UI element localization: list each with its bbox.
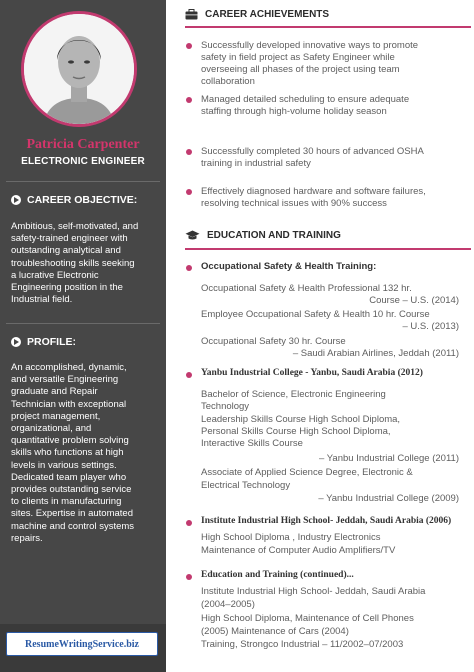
education-line: – U.S. (2013) — [402, 321, 459, 332]
achievement-item — [201, 146, 471, 170]
text-line: Technician with exceptional — [11, 398, 127, 410]
education-title: Yanbu Industrial College - Yanbu, Saudi Arabia (2012) — [201, 368, 423, 378]
education-title: Institute Industrial High School- Jeddah, Saudi Arabia (2006) — [201, 516, 452, 526]
service-logo-text: ResumeWritingService.biz — [25, 638, 139, 650]
education-line: (2005) Maintenance of Cars (2004) — [201, 626, 349, 637]
education-line: Technology — [201, 401, 250, 412]
text-line: skills who functions at high — [11, 447, 124, 459]
text-line: safety-trained engineer with — [11, 233, 128, 245]
bullet-dot-icon — [186, 574, 192, 580]
bullet-dot-icon — [186, 149, 192, 155]
education-line: Leadership Skills Course High School Diploma, — [201, 414, 401, 425]
text-line: repairs. — [11, 532, 43, 544]
bullet-dot-icon — [186, 265, 192, 271]
text-line: troubleshooting skills seeking — [11, 257, 135, 269]
section-rule — [185, 248, 471, 250]
service-logo — [6, 632, 158, 656]
education-line: High School Diploma, Maintenance of Cell Phones — [201, 613, 414, 624]
achievement-line: Effectively diagnosed hardware and software failures, — [201, 186, 426, 197]
main-column — [166, 0, 474, 672]
bullet-dot-icon — [186, 189, 192, 195]
achievements-heading — [185, 9, 329, 20]
arrow-circle-icon — [11, 195, 21, 205]
avatar — [24, 14, 134, 124]
text-line: to clients in manufacturing — [11, 496, 122, 508]
text-line: levels in various settings. — [11, 459, 117, 471]
text-line: Industrial field. — [11, 294, 73, 306]
education-line: Institute Industrial High School- Jeddah, Saudi Arabia — [201, 586, 426, 597]
bullet-dot-icon — [186, 520, 192, 526]
sidebar-divider — [6, 181, 160, 182]
education-line: – Yanbu Industrial College (2009) — [318, 493, 459, 504]
candidate-name: Patricia Carpenter — [26, 137, 140, 152]
education-line: – Yanbu Industrial College (2011) — [319, 453, 459, 464]
text-line: provides outstanding service — [11, 484, 132, 496]
education-line: Associate of Applied Science Degree, Electronic & — [201, 467, 413, 478]
text-line: sites. Expertise in automated — [11, 508, 133, 520]
achievement-line: training in industrial safety — [201, 158, 311, 169]
objective-heading — [11, 194, 137, 206]
education-line: Electrical Technology — [201, 480, 291, 491]
text-line: a lucrative Electronic — [11, 269, 99, 281]
sidebar — [0, 0, 166, 672]
achievement-line: Managed detailed scheduling to ensure adequate — [201, 94, 410, 105]
profile-heading-text: PROFILE: — [27, 336, 76, 348]
education-title: Education and Training (continued)... — [201, 570, 354, 580]
achievement-line: overseeing all phases of the project using team — [201, 64, 400, 75]
education-line: Bachelor of Science, Electronic Engineering — [201, 389, 386, 400]
text-line: project management, — [11, 410, 101, 422]
briefcase-icon — [185, 9, 198, 20]
education-line: Occupational Safety & Health Professional 132 hr. — [201, 283, 412, 294]
achievement-line: staffing through high-volume holiday season — [201, 106, 387, 117]
achievement-line: safety in field project as Safety Engineer while — [201, 52, 395, 63]
education-line: Course – U.S. (2014) — [369, 295, 459, 306]
graduation-cap-icon — [185, 230, 200, 241]
bullet-dot-icon — [186, 97, 192, 103]
text-line: quantitative problem solving — [11, 435, 129, 447]
education-line: Interactive Skills Course — [201, 438, 303, 449]
education-heading-text: EDUCATION AND TRAINING — [207, 230, 341, 241]
achievement-item — [201, 186, 471, 210]
text-line: graduate and Repair — [11, 386, 98, 398]
profile-text — [11, 362, 161, 545]
achievements-heading-text: CAREER ACHIEVEMENTS — [205, 9, 330, 20]
education-line: (2004–2005) — [201, 599, 255, 610]
achievement-item — [201, 94, 471, 118]
text-line: organizational, and — [11, 423, 92, 435]
text-line: outstanding analytical and — [11, 245, 121, 257]
achievement-line: collaboration — [201, 76, 255, 87]
education-line: – Saudi Arabian Airlines, Jeddah (2011) — [292, 348, 459, 359]
achievement-line: Successfully developed innovative ways to promote — [201, 40, 419, 51]
text-line: and versatile Engineering — [11, 374, 119, 386]
education-line: Occupational Safety 30 hr. Course — [201, 336, 346, 347]
achievement-line: resolving technical issues with 90% success — [201, 198, 387, 209]
text-line: machine and control systems — [11, 520, 135, 532]
text-line: Ambitious, self-motivated, and — [11, 221, 139, 232]
footer — [0, 624, 166, 672]
education-title: Occupational Safety & Health Training: — [201, 261, 377, 272]
education-line: Personal Skills Course High School Diploma, — [201, 426, 391, 437]
education-line: High School Diploma , Industry Electronics — [201, 532, 381, 543]
education-line: Maintenance of Computer Audio Amplifiers/TV — [201, 545, 396, 556]
bullet-dot-icon — [186, 372, 192, 378]
education-heading — [185, 230, 341, 241]
arrow-circle-icon — [11, 337, 21, 347]
text-line: Dedicated team player who — [11, 471, 127, 483]
profile-photo — [21, 11, 137, 127]
text-line: An accomplished, dynamic, — [11, 362, 127, 373]
achievement-line: Successfully completed 30 hours of advanced OSHA — [201, 146, 424, 157]
objective-text — [11, 221, 161, 306]
section-rule — [185, 26, 471, 28]
candidate-title: ELECTRONIC ENGINEER — [21, 156, 145, 167]
sidebar-divider — [6, 323, 160, 324]
profile-heading — [11, 336, 76, 348]
text-line: Engineering position in the — [11, 282, 123, 294]
bullet-dot-icon — [186, 43, 192, 49]
education-line: Training, Strongco Industrial – 11/2002–07/2003 — [201, 639, 404, 650]
achievement-item — [201, 40, 471, 88]
education-line: Employee Occupational Safety & Health 10 hr. Course — [201, 309, 430, 320]
objective-heading-text: CAREER OBJECTIVE: — [27, 194, 138, 206]
